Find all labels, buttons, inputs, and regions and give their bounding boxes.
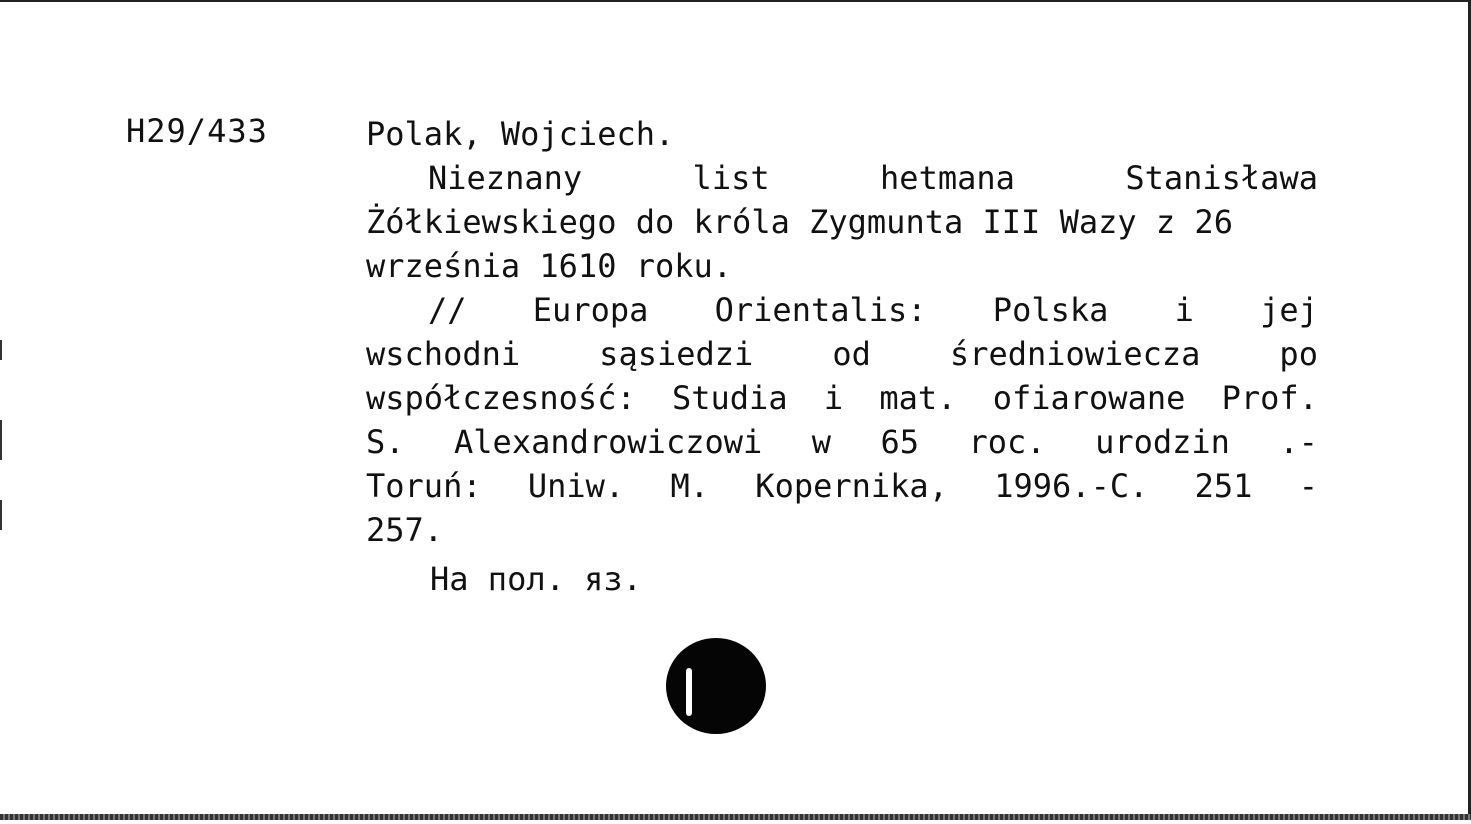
- source-word: Uniw.: [527, 467, 625, 505]
- source-word: mat.: [879, 379, 957, 417]
- source-line: [366, 464, 1318, 508]
- source-word: 65: [880, 423, 920, 461]
- call-number: H29/433: [126, 112, 268, 150]
- source-word: Toruń:: [366, 467, 482, 505]
- source-line: [366, 288, 1318, 332]
- source-word: i: [823, 379, 844, 417]
- source-word: od: [832, 335, 871, 373]
- source-word: po: [1279, 335, 1318, 373]
- bibliographic-entry: [366, 112, 1318, 552]
- source-word: Alexandrowiczowi: [454, 423, 763, 461]
- title-word: Stanisława: [1125, 159, 1318, 197]
- card-left-edge-mark: [0, 340, 2, 360]
- source-line: [366, 376, 1318, 420]
- source-word: 251: [1194, 467, 1253, 505]
- source-word: S.: [366, 423, 405, 461]
- source-word: jej: [1260, 291, 1318, 329]
- source-word: Prof.: [1221, 379, 1318, 417]
- title-word: hetmana: [880, 159, 1015, 197]
- source-word: wschodni: [366, 335, 521, 373]
- title-word: Nieznany: [428, 159, 583, 197]
- card-top-edge: [0, 0, 1471, 2]
- title-line: [366, 156, 1318, 200]
- source-word: i: [1174, 291, 1194, 329]
- source-word: w: [811, 423, 832, 461]
- source-word: M.: [670, 467, 710, 505]
- title-text: września 1610 roku.: [366, 247, 733, 285]
- card-bottom-edge: [0, 814, 1471, 820]
- source-word: sąsiedzi: [599, 335, 754, 373]
- source-line: [366, 332, 1318, 376]
- source-word: 1996.-C.: [994, 467, 1149, 505]
- source-word: Polska: [992, 291, 1109, 329]
- card-left-edge-mark: [0, 500, 2, 530]
- source-line: [366, 508, 1318, 552]
- source-word: //: [428, 291, 467, 329]
- title-line: [366, 200, 1318, 244]
- title-text: Żółkiewskiego do króla Zygmunta III Wazy z 26: [366, 203, 1233, 241]
- source-word: -: [1298, 467, 1318, 505]
- source-word: ofiarowane: [992, 379, 1186, 417]
- source-word: .-: [1279, 423, 1318, 461]
- card-left-edge-mark: [0, 420, 2, 460]
- source-line: [366, 420, 1318, 464]
- title-word: list: [692, 159, 770, 197]
- source-word: urodzin: [1095, 423, 1230, 461]
- source-word: średniowiecza: [949, 335, 1201, 373]
- source-word: Orientalis:: [714, 291, 927, 329]
- source-word: Europa: [532, 291, 649, 329]
- language-note: На пол. яз.: [430, 560, 642, 598]
- source-word: współczesność:: [366, 379, 636, 417]
- source-word: roc.: [968, 423, 1046, 461]
- title-line: [366, 244, 1318, 288]
- source-word: 257.: [366, 511, 444, 549]
- source-word: Studia: [671, 379, 788, 417]
- punch-hole: [666, 638, 766, 734]
- source-word: Kopernika,: [755, 467, 948, 505]
- author: Polak, Wojciech.: [366, 115, 675, 153]
